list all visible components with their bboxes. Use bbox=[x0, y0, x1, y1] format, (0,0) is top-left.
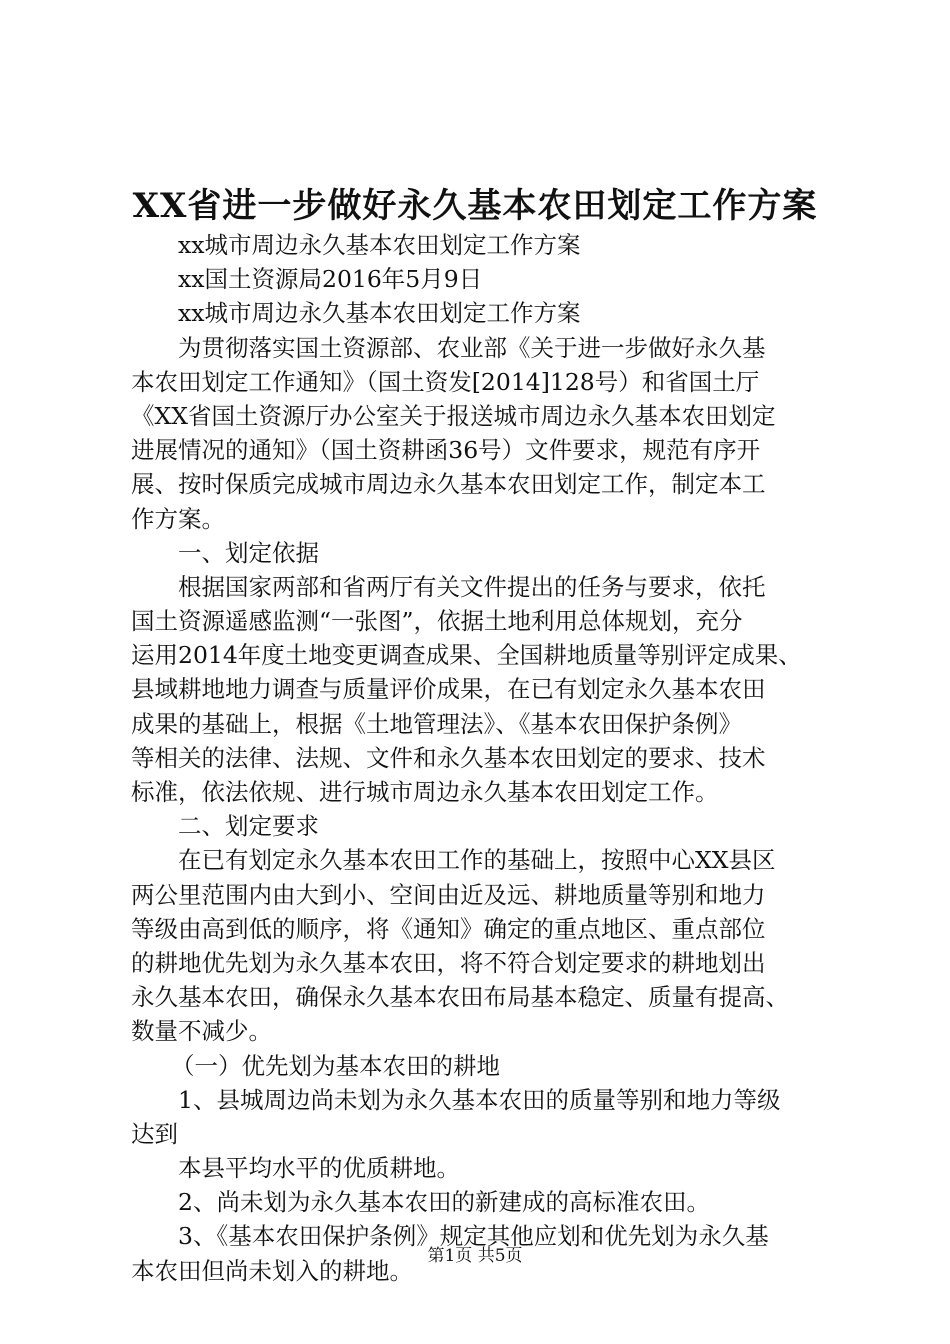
body-line: 3、《基本农田保护条例》规定其他应划和优先划为永久基 bbox=[178, 1222, 769, 1251]
body-line: 本农田但尚未划入的耕地。 bbox=[131, 1256, 413, 1285]
document-body bbox=[131, 228, 831, 1288]
body-line: 1、县城周边尚未划为永久基本农田的质量等别和地力等级 bbox=[178, 1085, 781, 1114]
body-line: 的耕地优先划为永久基本农田，将不符合划定要求的耕地划出 bbox=[131, 948, 766, 977]
body-line: （一）优先划为基本农田的耕地 bbox=[171, 1051, 500, 1080]
body-line: 展、按时保质完成城市周边永久基本农田划定工作，制定本工 bbox=[131, 470, 766, 499]
body-line: xx国土资源局2016年5月9日 bbox=[178, 265, 483, 294]
body-line: 在已有划定永久基本农田工作的基础上，按照中心XX县区 bbox=[178, 846, 776, 875]
body-line: 运用2014年度土地变更调查成果、全国耕地质量等别评定成果、 bbox=[131, 641, 802, 670]
body-line: 永久基本农田，确保永久基本农田布局基本稳定、质量有提高、 bbox=[131, 983, 789, 1012]
body-line: xx城市周边永久基本农田划定工作方案 bbox=[178, 299, 581, 328]
body-line: 《XX省国土资源厅办公室关于报送城市周边永久基本农田划定 bbox=[131, 401, 776, 430]
body-line: xx城市周边永久基本农田划定工作方案 bbox=[178, 231, 581, 259]
body-line: 成果的基础上，根据《土地管理法》、《基本农田保护条例》 bbox=[131, 709, 742, 738]
body-line: 一、划定依据 bbox=[178, 538, 319, 567]
document-title: XX省进一步做好永久基本农田划定工作方案 bbox=[132, 186, 818, 226]
page-footer: 第1页 共5页 bbox=[427, 1246, 523, 1266]
body-line: 数量不减少。 bbox=[131, 1017, 272, 1046]
body-line: 作方案。 bbox=[131, 504, 225, 533]
body-line: 进展情况的通知》（国土资耕函36号）文件要求，规范有序开 bbox=[131, 436, 761, 465]
body-line: 本农田划定工作通知》（国土资发[2014]128号）和省国土厅 bbox=[131, 367, 760, 396]
body-line: 标准，依法依规、进行城市周边永久基本农田划定工作。 bbox=[131, 778, 719, 806]
body-line: 等级由高到低的顺序，将《通知》确定的重点地区、重点部位 bbox=[131, 914, 766, 943]
body-line: 两公里范围内由大到小、空间由近及远、耕地质量等别和地力 bbox=[131, 880, 766, 909]
body-line: 达到 bbox=[131, 1119, 178, 1148]
body-line: 根据国家两部和省两厅有关文件提出的任务与要求，依托 bbox=[178, 572, 766, 601]
body-line: 本县平均水平的优质耕地。 bbox=[178, 1154, 460, 1183]
body-line: 县域耕地地力调查与质量评价成果，在已有划定永久基本农田 bbox=[131, 675, 766, 704]
body-line: 等相关的法律、法规、文件和永久基本农田划定的要求、技术 bbox=[131, 743, 766, 772]
body-line: 国土资源遥感监测“一张图”，依据土地利用总体规划，充分 bbox=[131, 607, 743, 636]
body-line: 二、划定要求 bbox=[178, 812, 319, 841]
body-line: 2、尚未划为永久基本农田的新建成的高标准农田。 bbox=[178, 1188, 710, 1217]
body-line: 为贯彻落实国土资源部、农业部《关于进一步做好永久基 bbox=[178, 333, 766, 362]
